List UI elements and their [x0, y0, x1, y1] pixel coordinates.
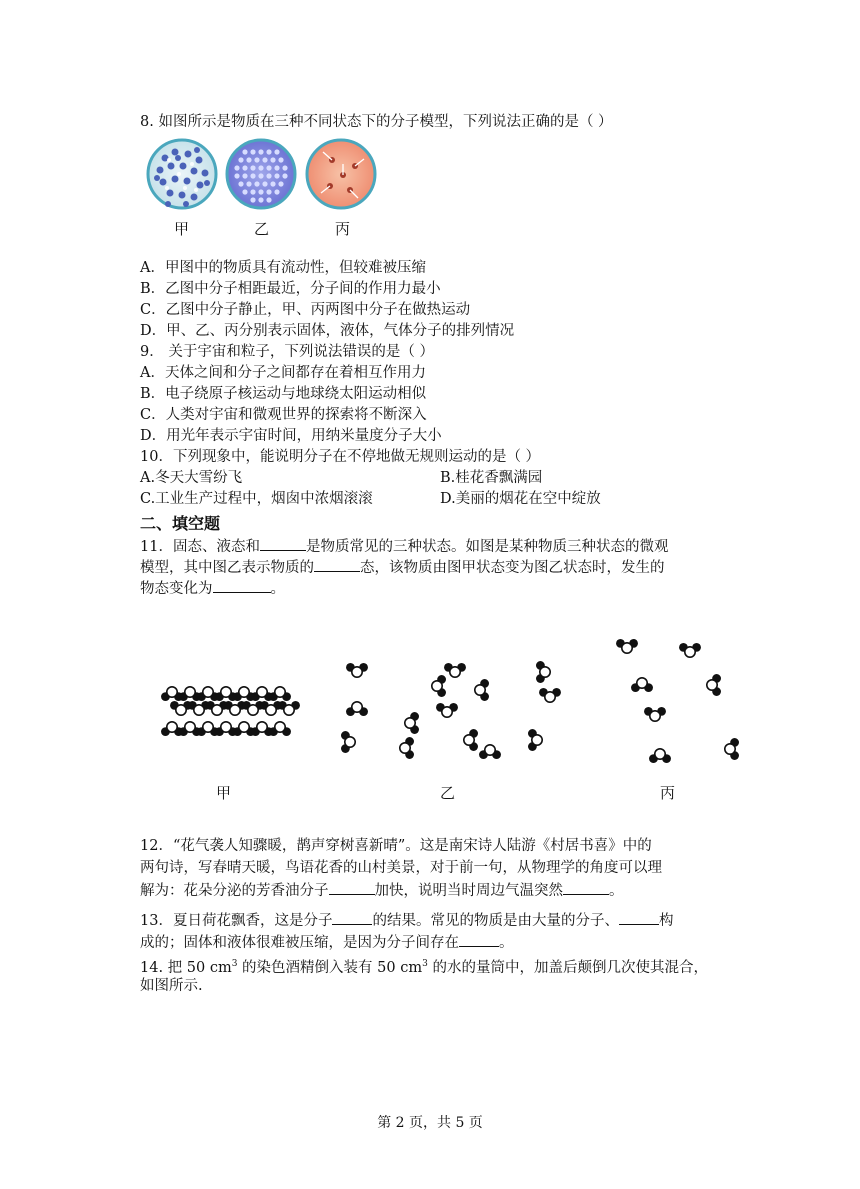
jia-molecule: [233, 722, 255, 736]
section-title-fill-in: 二、填空题: [140, 514, 221, 533]
jia-molecule: [251, 722, 273, 736]
q13-text: 成的；固体和液体很难被压缩，是因为分子间存在: [140, 935, 459, 951]
q14-text: 的水的量筒中，加盖后颠倒几次使其混合，: [427, 959, 708, 976]
q9-option-c: C．人类对宇宙和微观世界的探索将不断深入: [140, 407, 427, 423]
bing-molecule: [707, 674, 721, 696]
q14-text: 的染色酒精倒入装有 50 cm: [237, 959, 423, 976]
jia-molecule: [269, 722, 291, 736]
q8-option-d: D．甲、乙、丙分别表示固体，液体，气体分子的排列情况: [140, 323, 515, 339]
q13-blank-2: [619, 910, 659, 925]
yi-molecule: [346, 663, 368, 677]
q13-text: 13．夏日荷花飘香，这是分子: [140, 913, 333, 929]
q14-text: 14. 把 50 cm: [140, 959, 232, 976]
q11-text: 物态变化为: [140, 581, 213, 597]
bing-molecule: [725, 738, 739, 760]
q13-text: 的结果。常见的物质是由大量的分子、: [372, 913, 619, 929]
bing-molecule: [631, 678, 653, 692]
q12-text: 解为：花朵分泌的芳香油分子: [140, 883, 329, 899]
jia-molecule: [215, 722, 237, 736]
q10-option-d: D.美丽的烟花在空中绽放: [440, 491, 601, 507]
q14-superscript: 3: [231, 959, 238, 969]
q11-label-bing: 丙: [660, 784, 676, 802]
q9-option-d: D．用光年表示宇宙时间，用纳米量度分子大小: [140, 428, 442, 444]
jia-molecule: [161, 722, 183, 736]
q10-option-b: B.桂花香飘满园: [440, 470, 543, 486]
jia-molecule: [215, 687, 237, 701]
yi-molecule: [475, 679, 489, 701]
q8-label-yi: 乙: [254, 220, 270, 238]
q8-label-bing: 丙: [335, 220, 351, 238]
bing-molecule: [649, 749, 671, 763]
page-footer: 第 2 页，共 5 页: [377, 1115, 483, 1131]
jia-molecule: [251, 687, 273, 701]
q9-option-b: B．电子绕原子核运动与地球绕太阳运动相似: [140, 386, 427, 402]
yi-molecule: [341, 731, 355, 753]
q11-label-yi: 乙: [440, 784, 456, 802]
q10-stem: 10．下列现象中，能说明分子在不停地做无规则运动的是（ ）: [140, 449, 541, 465]
yi-molecule: [479, 745, 501, 759]
jia-molecule: [233, 687, 255, 701]
q12-blank-2: [563, 880, 609, 895]
q13-line-2: [140, 932, 514, 953]
jia-molecule: [197, 722, 219, 736]
jia-molecule: [269, 687, 291, 701]
yi-molecule: [539, 688, 561, 702]
jia-molecule: [242, 701, 264, 715]
yi-molecule: [444, 663, 466, 677]
jia-molecule: [206, 701, 228, 715]
q13-blank-3: [459, 932, 499, 947]
q12-text: 加快，说明当时周边气温突然: [374, 883, 563, 899]
q14-superscript: 3: [422, 959, 428, 969]
q12-line-3: [140, 880, 624, 901]
jia-molecule: [170, 701, 192, 715]
yi-molecule: [464, 729, 478, 751]
q11-label-jia: 甲: [216, 784, 232, 802]
jia-molecule: [224, 701, 246, 715]
q13-text: 。: [499, 935, 514, 951]
yi-molecule: [528, 729, 542, 751]
q8-option-b: B．乙图中分子相距最近，分子间的作用力最小: [140, 281, 441, 297]
q14-line-1: [140, 954, 708, 978]
q12-line-2: 两句诗，写春晴天暖，鸟语花香的山村美景，对于前一句，从物理学的角度可以理: [140, 860, 662, 876]
q9-option-a: A．天体之间和分子之间都存在着相互作用力: [140, 365, 426, 381]
jia-molecule: [260, 701, 282, 715]
q8-stem: 8. 如图所示是物质在三种不同状态下的分子模型，下列说法正确的是（ ）: [140, 114, 613, 130]
jia-molecule: [179, 687, 201, 701]
q8-label-jia: 甲: [174, 220, 190, 238]
q10-option-c: C.工业生产过程中，烟囱中浓烟滚滚: [140, 491, 373, 507]
bing-molecule: [616, 639, 638, 653]
q13-text: 构: [658, 913, 674, 929]
q11-text: 11．固态、液态和: [140, 539, 260, 555]
q12-blank-1: [329, 880, 375, 895]
q11-text: 。: [270, 581, 285, 597]
q12-text: 。: [609, 883, 624, 899]
q8-option-c: C．乙图中分子静止，甲、丙两图中分子在做热运动: [140, 302, 471, 318]
yi-molecule: [436, 703, 458, 717]
q13-blank-1: [332, 910, 372, 925]
jia-molecule: [188, 701, 210, 715]
yi-molecule: [432, 675, 446, 697]
q9-stem: 9． 关于宇宙和粒子，下列说法错误的是（ ）: [140, 344, 434, 360]
bing-molecule: [644, 707, 666, 721]
q12-line-1: 12．“花气袭人知骤暖，鹊声穿树喜新晴”。这是南宋诗人陆游《村居书喜》中的: [140, 838, 652, 854]
q11-text: 态，该物质由图甲状态变为图乙状态时，发生的: [360, 560, 665, 576]
yi-molecule: [400, 737, 414, 759]
q13-line-1: [140, 910, 673, 931]
q8-option-a: A．甲图中的物质具有流动性，但较难被压缩: [140, 260, 426, 276]
yi-molecule: [405, 712, 419, 734]
q11-text: 模型，其中图乙表示物质的: [140, 560, 314, 576]
jia-molecule: [179, 722, 201, 736]
q10-option-a: A.冬天大雪纷飞: [140, 470, 243, 486]
q11-text: 是物质常见的三种状态。如图是某种物质三种状态的微观: [305, 539, 669, 555]
jia-molecule: [197, 687, 219, 701]
q14-line-2: 如图所示.: [140, 978, 203, 994]
yi-molecule: [536, 661, 550, 683]
jia-molecule: [161, 687, 183, 701]
jia-molecule: [278, 701, 300, 715]
bing-molecule: [679, 643, 701, 657]
yi-molecule: [346, 702, 368, 716]
